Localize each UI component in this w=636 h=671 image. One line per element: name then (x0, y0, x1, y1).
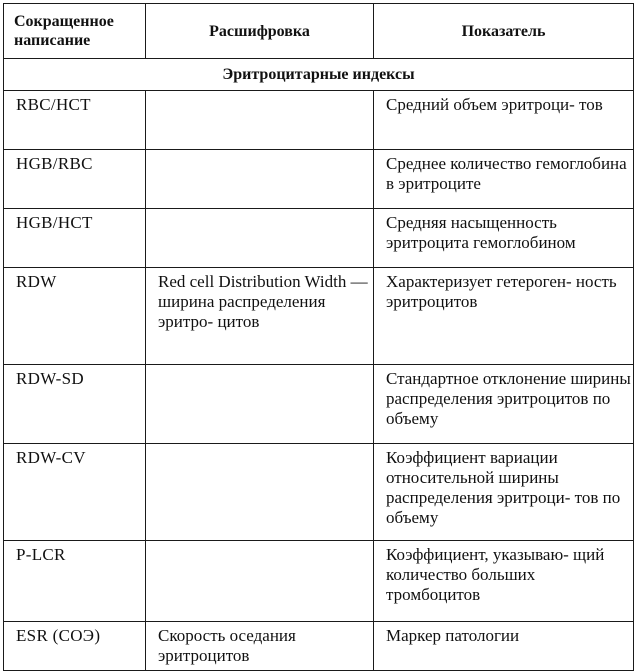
section-title: Эритроцитарные индексы (4, 59, 634, 91)
abbreviation-cell: HGB/HCT (4, 209, 146, 268)
indicator-cell: Коэффициент, указываю- щий количество больших тромбоцитов (374, 541, 634, 622)
decoding-cell (146, 444, 374, 541)
indicator-cell: Маркер патологии (374, 622, 634, 671)
decoding-cell: Скорость оседания эритроцитов (146, 622, 374, 671)
abbreviation-cell: RDW-CV (4, 444, 146, 541)
table-row (4, 444, 634, 541)
indicator-cell: Среднее количество гемоглобина в эритроците (374, 150, 634, 209)
table-row (4, 622, 634, 671)
table-row (4, 541, 634, 622)
decoding-cell (146, 209, 374, 268)
header-abbreviation: Сокращенное написание (4, 4, 146, 59)
abbreviation-cell: HGB/RBC (4, 150, 146, 209)
abbreviation-cell: RBC/HCT (4, 91, 146, 150)
section-row (4, 59, 634, 91)
decoding-cell (146, 365, 374, 444)
header-row (4, 4, 634, 59)
abbreviation-cell: P-LCR (4, 541, 146, 622)
abbreviation-cell: RDW-SD (4, 365, 146, 444)
indicator-cell: Характеризует гетероген- ность эритроцитов (374, 268, 634, 365)
indicator-cell: Средняя насыщенность эритроцита гемоглобином (374, 209, 634, 268)
header-decoding: Расшифровка (146, 4, 374, 59)
table-row (4, 91, 634, 150)
abbreviation-cell: RDW (4, 268, 146, 365)
decoding-cell (146, 91, 374, 150)
indicator-cell: Стандартное отклонение ширины распределения эритроцитов по объему (374, 365, 634, 444)
decoding-cell (146, 150, 374, 209)
table-row (4, 209, 634, 268)
indices-table (3, 3, 634, 671)
header-indicator: Показатель (374, 4, 634, 59)
table-row (4, 268, 634, 365)
decoding-cell (146, 541, 374, 622)
table-row (4, 150, 634, 209)
abbreviation-cell: ESR (СОЭ) (4, 622, 146, 671)
decoding-cell: Red cell Distribution Width — ширина распределения эритро- цитов (146, 268, 374, 365)
indicator-cell: Коэффициент вариации относительной ширины распределения эритроци- тов по объему (374, 444, 634, 541)
indicator-cell: Средний объем эритроци- тов (374, 91, 634, 150)
table-row (4, 365, 634, 444)
